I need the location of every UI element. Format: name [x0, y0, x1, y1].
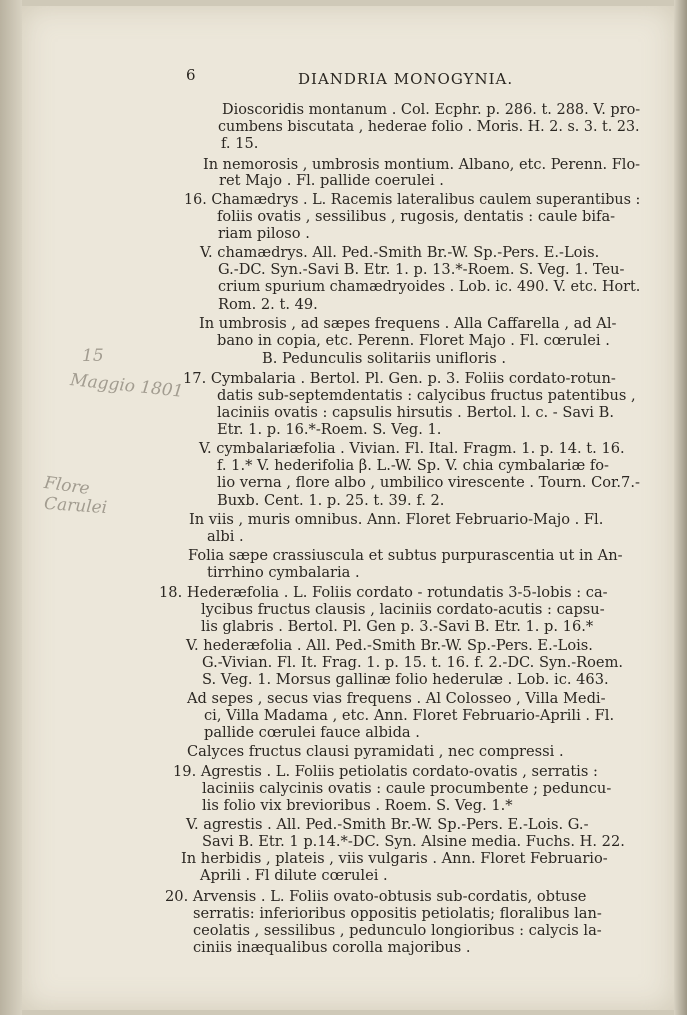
text-line: lis glabris . Bertol. Pl. Gen p. 3.-Savi B. Etr. 1. p. 16.*	[201, 618, 594, 635]
text-line: In viis , muris omnibus. Ann. Floret Februario-Majo . Fl.	[189, 511, 604, 528]
text-line: 16. Chamædrys . L. Racemis lateralibus caulem superantibus :	[184, 191, 641, 208]
text-line: B. Pedunculis solitariis unifloris .	[262, 350, 506, 367]
text-line: 17. Cymbalaria . Bertol. Pl. Gen. p. 3. Foliis cordato-rotun-	[183, 370, 616, 387]
text-line: lis folio vix brevioribus . Roem. S. Veg. 1.*	[202, 797, 513, 814]
text-line: Etr. 1. p. 16.*-Roem. S. Veg. 1.	[217, 421, 442, 438]
text-line: albi .	[207, 528, 244, 545]
page-number: 6	[186, 66, 196, 84]
margin-note-color: Carulei	[43, 493, 108, 519]
text-line: Folia sæpe crassiuscula et subtus purpurascentia ut in An-	[188, 547, 623, 564]
text-line: V. agrestis . All. Ped.-Smith Br.-W. Sp.-Pers. E.-Lois. G.-	[186, 816, 589, 833]
text-line: ciniis inæqualibus corolla majoribus .	[193, 939, 471, 956]
text-line: bano in copia, etc. Perenn. Floret Majo . Fl. cœrulei .	[217, 332, 610, 349]
text-line: In nemorosis , umbrosis montium. Albano, etc. Perenn. Flo-	[203, 156, 641, 173]
text-line: f. 1.* V. hederifolia β. L.-W. Sp. V. chia cymbalariæ fo-	[217, 457, 609, 474]
text-line: crium spurium chamædryoides . Lob. ic. 490. V. etc. Hort.	[218, 278, 641, 295]
text-line: lycibus fructus clausis , laciniis cordato-acutis : capsu-	[201, 601, 605, 618]
text-line: laciniis calycinis ovatis : caule procumbente ; peduncu-	[202, 780, 612, 797]
text-line: ceolatis , sessilibus , pedunculo longioribus : calycis la-	[193, 922, 602, 939]
margin-note-flore: Flore	[42, 472, 91, 500]
text-line: ret Majo . Fl. pallide coerulei .	[219, 172, 444, 189]
text-line: Savi B. Etr. 1 p.14.*-DC. Syn. Alsine media. Fuchs. H. 22.	[202, 833, 625, 850]
text-line: 18. Hederæfolia . L. Foliis cordato - rotundatis 3-5-lobis : ca-	[159, 584, 608, 601]
text-line: 19. Agrestis . L. Foliis petiolatis cordato-ovatis , serratis :	[173, 763, 598, 780]
text-line: Aprili . Fl dilute cœrulei .	[200, 867, 388, 884]
text-line: Ad sepes , secus vias frequens . Al Colosseo , Villa Medi-	[187, 690, 606, 707]
margin-note-date: Maggio 1801	[69, 370, 185, 402]
text-line: V. cymbalariæfolia . Vivian. Fl. Ital. Fragm. 1. p. 14. t. 16.	[199, 440, 625, 457]
text-line: datis sub-septemdentatis : calycibus fructus patentibus ,	[217, 387, 636, 404]
text-line: In umbrosis , ad sæpes frequens . Alla Caffarella , ad Al-	[199, 315, 617, 332]
text-line: 20. Arvensis . L. Foliis ovato-obtusis sub-cordatis, obtuse	[165, 888, 587, 905]
page-edge	[674, 0, 687, 1015]
text-line: G.-Vivian. Fl. It. Frag. 1. p. 15. t. 16. f. 2.-DC. Syn.-Roem.	[202, 654, 624, 671]
text-line: laciniis ovatis : capsulis hirsutis . Bertol. l. c. - Savi B.	[217, 404, 614, 421]
text-line: S. Veg. 1. Morsus gallinæ folio hederulæ . Lob. ic. 463.	[202, 671, 609, 688]
text-line: Buxb. Cent. 1. p. 25. t. 39. f. 2.	[217, 492, 445, 509]
text-line: V. hederæfolia . All. Ped.-Smith Br.-W. Sp.-Pers. E.-Lois.	[186, 637, 593, 654]
text-line: lio verna , flore albo , umbilico virescente . Tourn. Cor.7.-	[217, 474, 640, 491]
text-line: In herbidis , plateis , viis vulgaris . Ann. Floret Februario-	[181, 850, 608, 867]
text-line: pallide cœrulei fauce albida .	[204, 724, 420, 741]
text-line: serratis: inferioribus oppositis petiolatis; floralibus lan-	[193, 905, 602, 922]
text-line: tirrhino cymbalaria .	[207, 564, 360, 581]
text-line: riam piloso .	[218, 225, 310, 242]
text-line: foliis ovatis , sessilibus , rugosis, dentatis : caule bifa-	[217, 208, 616, 225]
text-line: f. 15.	[221, 135, 259, 152]
text-line: cumbens biscutata , hederae folio . Moris. H. 2. s. 3. t. 23.	[218, 118, 640, 135]
text-line: G.-DC. Syn.-Savi B. Etr. 1. p. 13.*-Roem. S. Veg. 1. Teu-	[218, 261, 625, 278]
text-line: Calyces fructus clausi pyramidati , nec compressi .	[187, 743, 564, 760]
margin-note-number: 15	[82, 346, 104, 366]
text-line: ci, Villa Madama , etc. Ann. Floret Februario-Aprili . Fl.	[204, 707, 615, 724]
book-spine-shadow	[0, 0, 22, 1015]
running-head: DIANDRIA MONOGYNIA.	[298, 70, 514, 88]
text-line: Rom. 2. t. 49.	[218, 296, 318, 313]
text-line: V. chamædrys. All. Ped.-Smith Br.-W. Sp.-Pers. E.-Lois.	[200, 244, 600, 261]
text-line: Dioscoridis montanum . Col. Ecphr. p. 286. t. 288. V. pro-	[222, 101, 641, 118]
